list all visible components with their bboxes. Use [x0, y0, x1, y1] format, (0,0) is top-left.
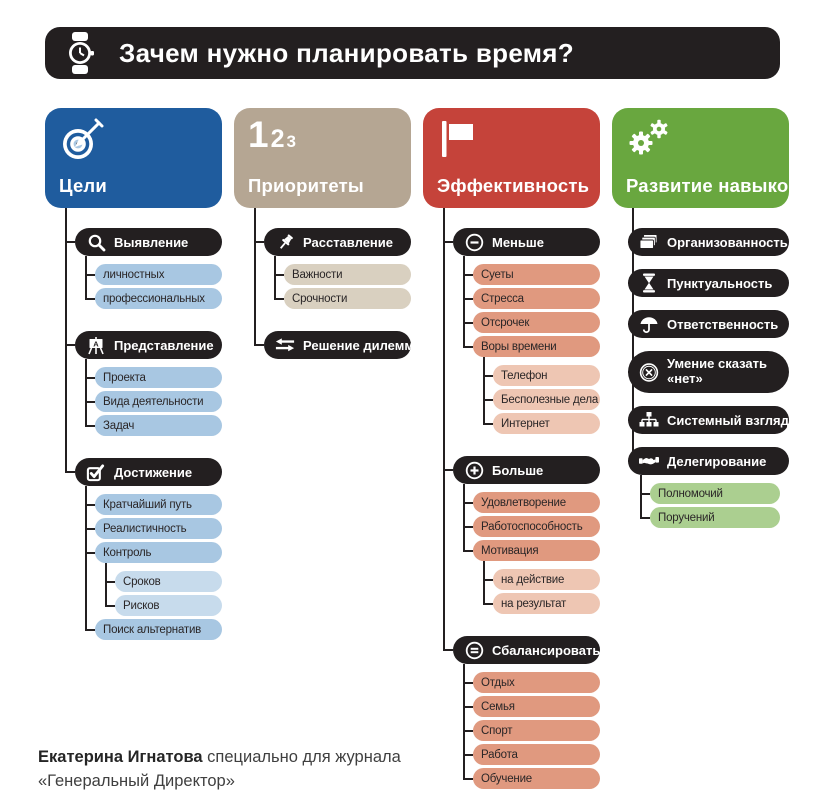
leaf-pill: [284, 264, 411, 285]
leaf-label: Срочности: [292, 292, 348, 305]
leaf-pill: [650, 483, 780, 504]
leaf-label: Телефон: [501, 369, 548, 382]
connector-line: [463, 256, 465, 347]
leaf-label: Контроль: [103, 546, 152, 559]
footer-line2: «Генеральный Директор»: [38, 771, 235, 790]
footer-author: Екатерина Игнатова: [38, 748, 203, 766]
leaf-label: Суеты: [481, 268, 514, 281]
column-card-skills: [612, 108, 800, 208]
branch-pill: [453, 456, 600, 484]
column-card-effectiveness: [423, 108, 600, 208]
leaf-pill: [473, 492, 600, 513]
leaf-pill: [473, 672, 600, 693]
branch-pill: [75, 331, 222, 359]
leaf-pill: [473, 744, 600, 765]
leaf-pill-nested: [493, 569, 600, 590]
branch-label: Решение дилемм: [303, 337, 414, 353]
leaf-pill: [473, 720, 600, 741]
leaf-pill: [95, 288, 222, 309]
watch-icon: [63, 31, 97, 75]
branch-label: Достижение: [114, 464, 193, 480]
connector-line: [483, 357, 485, 424]
leaf-pill: [95, 415, 222, 436]
leaf-pill-nested: [493, 389, 600, 410]
branch-pill: [453, 228, 600, 256]
leaf-label: Отсрочек: [481, 316, 530, 329]
leaf-label: Рисков: [123, 599, 160, 612]
leaf-pill: [95, 494, 222, 515]
leaf-pill: [473, 540, 600, 561]
leaf-label: Проекта: [103, 371, 146, 384]
connector-line: [640, 475, 642, 518]
branch-pill: [264, 228, 411, 256]
leaf-label: Кратчайший путь: [103, 498, 192, 511]
page-title: Зачем нужно планировать время?: [119, 37, 574, 68]
hourglass-icon: [639, 273, 659, 293]
branch-label: Системный взгляд: [667, 412, 789, 428]
connector-line: [65, 208, 67, 472]
watch-icon: [63, 31, 97, 75]
connector-line: [483, 561, 485, 604]
leaf-pill-nested: [115, 571, 222, 592]
branch-label: Умение сказать «нет»: [667, 356, 767, 386]
column-title: Приоритеты: [248, 175, 364, 196]
connector-line: [632, 208, 634, 461]
leaf-label: личностных: [103, 268, 165, 281]
leaf-label: Поручений: [658, 511, 715, 524]
numbers-123-icon: 1 2 3: [248, 114, 296, 155]
leaf-pill: [95, 391, 222, 412]
target-icon: [59, 118, 105, 162]
leaf-pill: [473, 288, 600, 309]
leaf-label: Важности: [292, 268, 343, 281]
branch-label: Меньше: [492, 234, 544, 250]
leaf-pill-nested: [493, 413, 600, 434]
leaf-label: Вида деятельности: [103, 395, 204, 408]
connector-line: [463, 664, 465, 779]
branch-label: Пунктуальность: [667, 275, 773, 291]
leaf-label: профессиональных: [103, 292, 205, 305]
checkbox-icon: [86, 463, 106, 482]
leaf-label: Мотивация: [481, 544, 539, 557]
branch-pill: [628, 269, 789, 297]
leaf-pill: [650, 507, 780, 528]
connector-line: [254, 208, 256, 345]
column-title: Эффективность: [437, 175, 590, 196]
branch-label: Расставление: [303, 234, 393, 250]
branch-label: Организованность: [667, 234, 788, 250]
magnifier-icon: [86, 233, 106, 252]
umbrella-icon: [639, 314, 659, 334]
footer-credit: [38, 746, 468, 794]
branch-label: Ответственность: [667, 316, 779, 332]
orgchart-icon: [639, 411, 659, 429]
leaf-label: Работа: [481, 748, 518, 761]
branch-pill: [75, 458, 222, 486]
branch-pill: [453, 636, 600, 664]
leaf-label: на действие: [501, 573, 565, 586]
leaf-label: Интернет: [501, 417, 550, 430]
leaf-pill: [473, 696, 600, 717]
leaf-pill: [473, 336, 600, 357]
connector-line: [463, 484, 465, 551]
leaf-pill: [473, 768, 600, 789]
column-card-goals: [45, 108, 222, 208]
column-title: Цели: [59, 175, 107, 196]
pushpin-icon: [275, 233, 295, 252]
leaf-label: Отдых: [481, 676, 515, 689]
branch-pill: [628, 447, 789, 475]
easel-icon: [86, 336, 106, 355]
no-circle-icon: [639, 362, 659, 383]
branch-label: Больше: [492, 462, 544, 478]
footer-line1: Екатерина Игнатова специально для журнала: [38, 748, 401, 766]
branch-label: Представление: [114, 337, 214, 353]
leaf-label: Сроков: [123, 575, 161, 588]
leaf-pill: [95, 367, 222, 388]
connector-line: [85, 359, 87, 426]
handshake-icon: [639, 453, 659, 469]
leaf-label: Спорт: [481, 724, 513, 737]
leaf-label: Реалистичность: [103, 522, 187, 535]
cards-icon: [639, 233, 659, 251]
leaf-pill-nested: [115, 595, 222, 616]
leaf-label: Бесполезные дела: [501, 393, 599, 406]
equals-circle-icon: [464, 641, 484, 660]
plus-circle-icon: [464, 461, 484, 480]
minus-circle-icon: [464, 233, 484, 252]
leaf-label: Полномочий: [658, 487, 723, 500]
connector-line: [443, 208, 445, 650]
leaf-pill: [95, 264, 222, 285]
connector-line: [274, 256, 276, 299]
branch-pill: [628, 228, 789, 256]
svg-text:А: А: [93, 338, 99, 348]
leaf-label: на результат: [501, 597, 567, 610]
leaf-pill-nested: [493, 365, 600, 386]
branch-pill: [75, 228, 222, 256]
column-card-priorities: [234, 108, 411, 208]
leaf-label: Стресса: [481, 292, 524, 305]
connector-line: [85, 256, 87, 299]
leaf-label: Воры времени: [481, 340, 557, 353]
leaf-label: Семья: [481, 700, 515, 713]
leaf-pill: [473, 516, 600, 537]
branch-label: Выявление: [114, 234, 189, 250]
connector-line: [85, 486, 87, 630]
leaf-pill: [95, 619, 222, 640]
flag-icon: [437, 118, 477, 160]
branch-pill: [628, 351, 789, 393]
branch-pill: [264, 331, 414, 359]
swap-arrows-icon: [275, 337, 295, 353]
title-bar: [45, 27, 780, 79]
leaf-pill-nested: [493, 593, 600, 614]
leaf-label: Удовлетворение: [481, 496, 566, 509]
leaf-label: Задач: [103, 419, 135, 432]
leaf-label: Обучение: [481, 772, 532, 785]
leaf-label: Работоспособность: [481, 520, 583, 533]
connector-line: [105, 563, 107, 606]
branch-label: Делегирование: [667, 453, 767, 469]
branch-label: Сбалансировать: [492, 642, 601, 658]
leaf-pill: [284, 288, 411, 309]
leaf-label: Поиск альтернатив: [103, 623, 202, 636]
branch-pill: [628, 310, 789, 338]
column-title: Развитие навыков: [626, 175, 800, 196]
leaf-pill: [473, 312, 600, 333]
leaf-pill: [95, 518, 222, 539]
branch-pill: [628, 406, 789, 434]
gears-icon: [626, 118, 672, 158]
leaf-pill: [95, 542, 222, 563]
leaf-pill: [473, 264, 600, 285]
